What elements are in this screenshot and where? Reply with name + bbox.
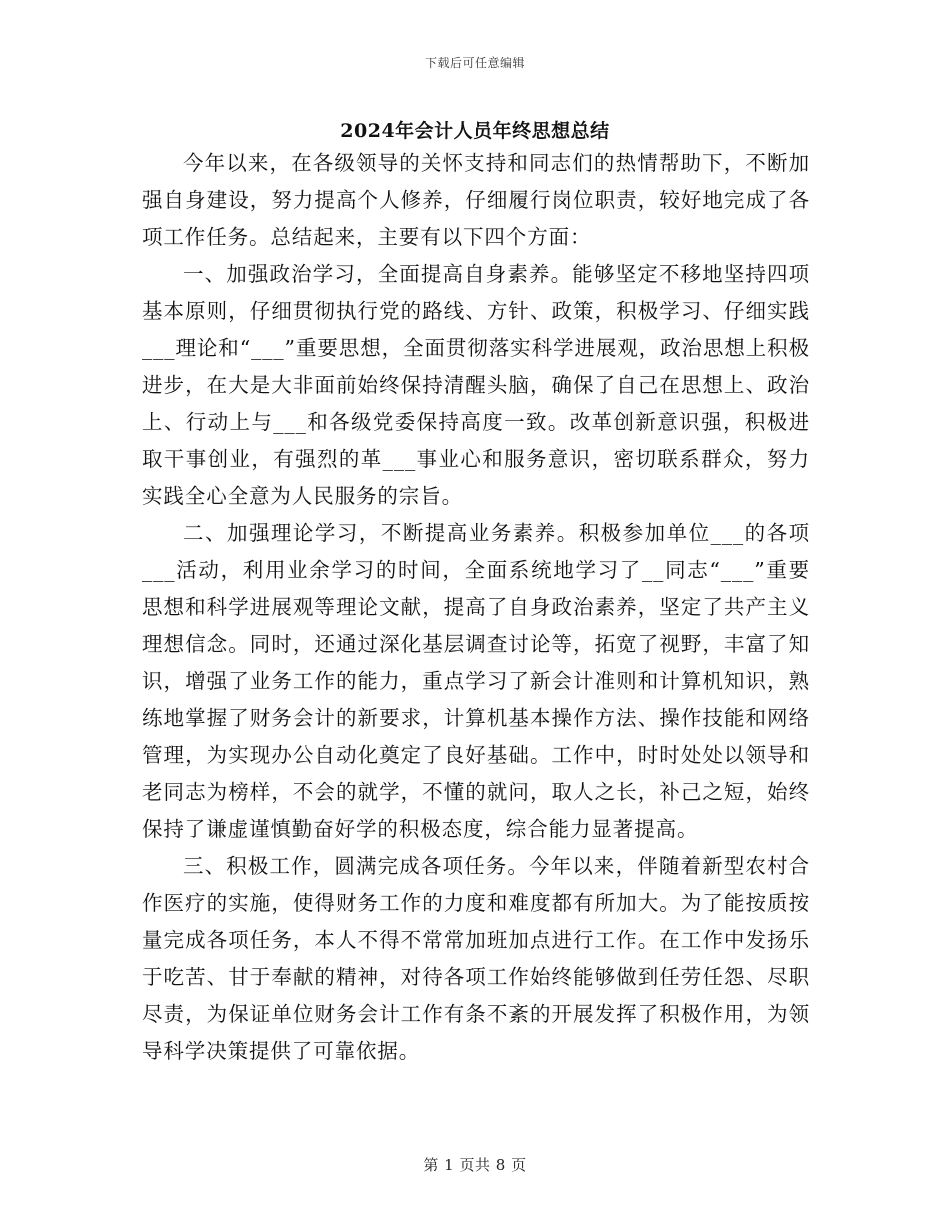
page-header-note: 下载后可任意编辑 <box>424 56 525 70</box>
paragraph-political-study: 一、加强政治学习，全面提高自身素养。能够坚定不移地坚持四项基本原则，仔细贯彻执行党的路线、方针、政策，积极学习、仔细实践___理论和“___”重要思想，全面贯彻落实科学进展观，政治思想上积极进步，在大是大非面前始终保持清醒头脑，确保了自己在思想上、政治上、行动上与___和各级党委保持高度一致。改革创新意识强，积极进取干事创业，有强烈的革___事业心和服务意识，密切联系群众，努力实践全心全意为人民服务的宗旨。 <box>142 262 810 508</box>
paragraph-work-tasks: 三、积极工作，圆满完成各项任务。今年以来，伴随着新型农村合作医疗的实施，使得财务工作的力度和难度都有所加大。为了能按质按量完成各项任务，本人不得不常常加班加点进行工作。在工作中发扬乐于吃苦、甘于奉献的精神，对待各项工作始终能够做到任劳任怨、尽职尽责，为保证单位财务会计工作有条不紊的开展发挥了积极作用，为领导科学决策提供了可靠依据。 <box>142 854 810 1063</box>
paragraph-intro: 今年以来，在各级领导的关怀支持和同志们的热情帮助下，不断加强自身建设，努力提高个人修养，仔细履行岗位职责，较好地完成了各项工作任务。总结起来，主要有以下四个方面： <box>142 151 810 249</box>
paragraph-theory-study: 二、加强理论学习，不断提高业务素养。积极参加单位___的各项___活动，利用业余学习的时间，全面系统地学习了__同志“___”重要思想和科学进展观等理论文献，提高了自身政治素养，坚定了共产主义理想信念。同时，还通过深化基层调查讨论等，拓宽了视野，丰富了知识，增强了业务工作的能力，重点学习了新会计准则和计算机知识，熟练地掌握了财务会计的新要求，计算机基本操作方法、操作技能和网络管理，为实现办公自动化奠定了良好基础。工作中，时时处处以领导和老同志为榜样，不会的就学，不懂的就问，取人之长，补己之短，始终保持了谦虚谨慎勤奋好学的积极态度，综合能力显著提高。 <box>142 521 810 841</box>
document-body <box>142 145 810 1070</box>
page-number: 第 1 页共 8 页 <box>423 1156 527 1174</box>
document-title: 2024年会计人员年终思想总结 <box>340 120 610 142</box>
